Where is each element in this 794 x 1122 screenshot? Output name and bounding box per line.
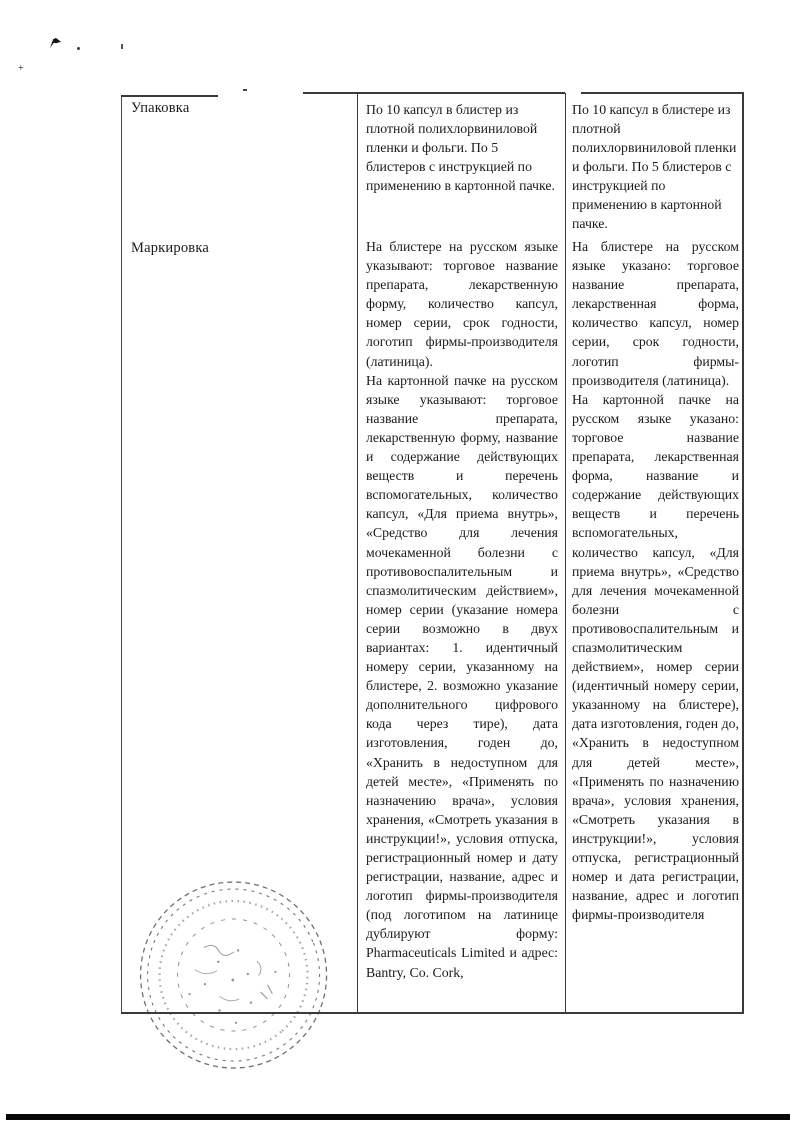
cell-markirovka-registered-text (366, 237, 558, 1011)
round-seal-stamp-icon (121, 867, 345, 1091)
ink-speck (243, 89, 247, 91)
table-border-top-col3 (581, 92, 744, 94)
table-divider-col2-col3 (565, 93, 566, 1013)
ink-speck (50, 38, 61, 48)
paragraph-carton-marking: На картонной пачке на русском языке указывают: торговое название препарата, лекарственную форму, название и содержание действующих веществ и перечень вспомогательных, количество капсул, «Для приема внутрь», «Средство для лечения мочекаменной болезни с противовоспалительным и спазмолитическим действием», номер серии (указание номера серии возможно в двух вариантах: 1. идентичный номеру серии, указанному на блистере, 2. возможно указание дополнительного цифрового кода через тире), дата изготовления, годен до, «Хранить в недоступном для детей месте», «Применять по назначению врача», условия хранения, «Смотреть указания в инструкции!», условия отпуска, регистрационный номер и дату регистрации, название, адрес и логотип фирмы-производителя (под логотипом на латинице дублируют форму: Pharmaceuticals Limited и адрес: Bantry, Co. Cork, (366, 372, 558, 980)
table-border-left (121, 96, 122, 1013)
ink-speck: + (18, 63, 24, 74)
page-bottom-scan-line (6, 1114, 790, 1120)
row-label-upakovka: Упаковка (131, 100, 190, 116)
cell-markirovka-proposed-text (572, 237, 739, 1013)
table-border-top-col1 (121, 95, 218, 97)
ink-speck (121, 44, 123, 49)
table-border-bottom (121, 1012, 744, 1014)
table-divider-col1-col2 (357, 93, 358, 1013)
paragraph-blister-marking: На блистере на русском языке указывают: торговое название препарата, лекарственную форму, количество капсул, номер серии, срок годности, логотип фирмы-производителя (латиница). (366, 239, 558, 369)
cell-upakovka-proposed-text: По 10 капсул в блистере из плотной полихлорвиниловой пленки и фольги. По 5 блистеров с инструкцией по применению в картонной пачке. (572, 102, 737, 231)
paragraph-carton-marking: На картонной пачке на русском языке указано: торговое название препарата, лекарственная форма, название и содержание действующих веществ и перечень вспомогательных, количество капсул, «Для приема внутрь», «Средство для лечения мочекаменной болезни с противовоспалительным и спазмолитическим действием», номер серии (идентичный номеру серии, указанному на блистере), дата изготовления, годен до, «Хранить в недоступном для детей месте», «Применять по назначению врача», условия хранения, «Смотреть указания в инструкции!», условия отпуска, регистрационный номер и дата регистрации, название, адрес и логотип фирмы-производителя (572, 391, 739, 923)
row-label-markirovka: Маркировка (131, 240, 209, 256)
table-border-right (742, 93, 744, 1013)
cell-upakovka-registered-text: По 10 капсул в блистер из плотной полихлорвиниловой пленки и фольги. По 5 блистеров с инструкцией по применению в картонной пачке. (366, 102, 555, 193)
ink-speck (77, 47, 80, 50)
table-border-top-col2 (303, 92, 565, 94)
paragraph-blister-marking: На блистере на русском языке указано: торговое название препарата, лекарственная форма, количество капсул, номер серии, срок годности, логотип фирмы-производителя (латиница). (572, 239, 739, 388)
